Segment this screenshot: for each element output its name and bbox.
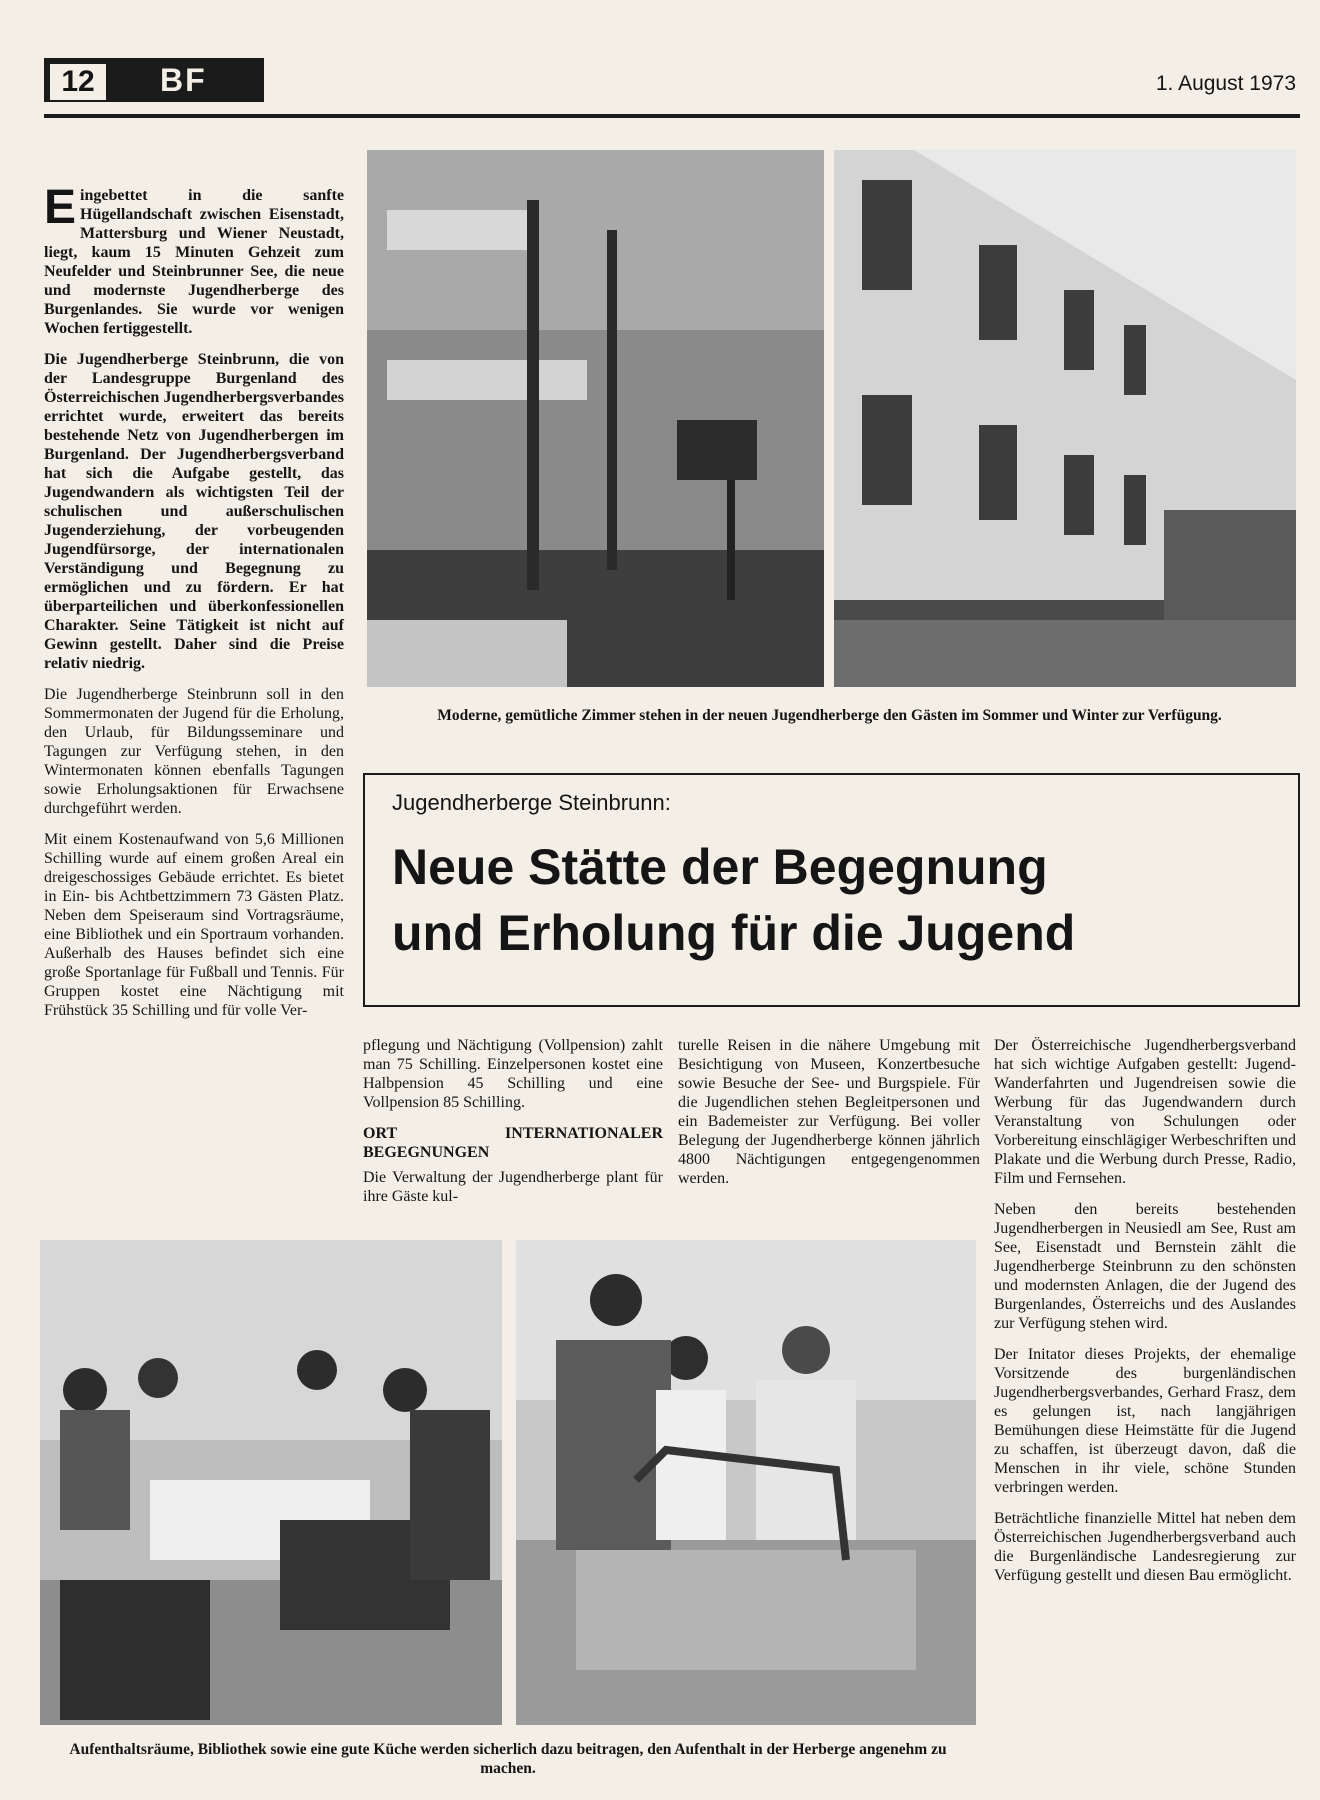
col2-paragraph-2: Die Verwaltung der Jugendherberge plant für ihre Gäste kul- <box>363 1169 663 1205</box>
bottom-photo-caption: Aufenthaltsräume, Bibliothek sowie eine gute Küche werden sicherlich dazu beitragen, den Aufenthalt in der Herberge angenehm zu machen. <box>69 1741 947 1777</box>
paragraph-4: Mit einem Kostenaufwand von 5,6 Millionen Schilling wurde auf einem großen Areal ein dreigeschossiges Gebäude errichtet. Es bietet in Ein- bis Achtbettzimmern 73 Gästen Platz. Neben dem Speiseraum sind Vortragsräume, eine Bibliothek und ein Sportraum vorhanden. Außerhalb des Hauses befindet sich eine große Sportanlage für Fußball und Tennis. Für Gruppen kostet eine Nächtigung mit Frühstück 35 Schilling und für volle Ver- <box>44 831 344 1019</box>
lead-text: ingebettet in die sanfte Hügellandschaft zwischen Eisenstadt, Mattersburg und Wiener Neustadt, liegt, kaum 15 Minuten Gehzeit zum Neufelder und Steinbrunner See, die neue und modernste Jugendherberge des Burgenlandes. Sie wurde vor wenigen Wochen fertiggestellt. <box>44 187 344 337</box>
photo-kitchen <box>516 1240 976 1725</box>
issue-date: 1. August 1973 <box>1155 72 1296 95</box>
kicker: Jugendherberge Steinbrunn: <box>392 790 671 815</box>
bunk-room-illustration <box>367 150 824 687</box>
header-rule <box>44 114 1300 118</box>
headline-line-1: Neue Stätte der Begegnung <box>392 839 1048 895</box>
lounge-illustration <box>40 1240 502 1725</box>
col4-paragraph-2: Neben den bereits bestehenden Jugendherbergen in Neusiedl am See, Rust am See, Eisenstadt und Bernstein zählt die Jugendherberge Steinbrunn zu den schönsten und modernsten Anlagen, die der Jugend des Burgenlandes, Österreichs und des Auslandes zur Verfügung stehen wird. <box>994 1201 1296 1332</box>
page-number: 12 <box>48 62 108 102</box>
col3-paragraph-1: turelle Reisen in die nähere Umgebung mit Besichtigung von Museen, Konzertbesuche sowie Besuche der See- und Burgspiele. Für die Jugendlichen stehen Begleitpersonen und ein Bademeister zur Verfügung. Bei voller Belegung der Jugendherberge können jährlich 4800 Nächtigungen entgegengenommen werden. <box>678 1037 980 1187</box>
top-photo-caption: Moderne, gemütliche Zimmer stehen in der neuen Jugendherberge den Gästen im Sommer und Winter zur Verfügung. <box>437 707 1222 724</box>
col2-paragraph-1: pflegung und Nächtigung (Vollpension) zahlt man 75 Schilling. Einzelpersonen kostet eine Halbpension 45 Schilling und eine Vollpension 85 Schilling. <box>363 1037 663 1111</box>
paragraph-2: Die Jugendherberge Steinbrunn, die von der Landesgruppe Burgenland des Österreichischen Jugendherbergsverbandes errichtet wurde, erweitert das bereits bestehende Netz von Jugendherbergen im Burgenland. Der Jugendherbergsverband hat sich die Aufgabe gestellt, das Jugendwandern als wichtigsten Teil der schulischen und außerschulischen Jugenderziehung, der vorbeugenden Jugendfürsorge, der internationalen Verständigung und Begegnung zu ermöglichen und zu fördern. Er hat überparteilichen und überkonfessionellen Charakter. Seine Tätigkeit ist nicht auf Gewinn gestellt. Daher sind die Preise relativ niedrig. <box>44 351 344 672</box>
col4-paragraph-4: Beträchtliche finanzielle Mittel hat neben dem Österreichischen Jugendherbergsverband auch die Burgenländische Landesregierung zur Verfügung gestellt und diesen Bau ermöglicht. <box>994 1510 1296 1584</box>
column-3 <box>678 1036 980 1200</box>
headline-line-2: und Erholung für die Jugend <box>392 905 1076 961</box>
kitchen-illustration <box>516 1240 976 1725</box>
left-column <box>44 181 344 1032</box>
photo-building-exterior <box>834 150 1296 687</box>
column-2 <box>363 1036 663 1218</box>
subheading: ORT INTERNATIONALER BEGEGNUNGEN <box>363 1125 663 1161</box>
photo-bunk-room <box>367 150 824 687</box>
col4-paragraph-3: Der Initator dieses Projekts, der ehemalige Vorsitzende des burgenländischen Jugendherbergsverbandes, Gerhard Frasz, dem es gelungen ist, nach langjährigen Bemühungen diese Heimstätte für die Jugend zu schaffen, ist überzeugt davon, daß die Menschen in ihr viele, schöne Stunden verbringen werden. <box>994 1346 1296 1496</box>
building-illustration <box>834 150 1296 687</box>
lead-paragraph <box>44 181 344 338</box>
dropcap: E <box>44 181 77 234</box>
paragraph-3: Die Jugendherberge Steinbrunn soll in den Sommermonaten der Jugend für die Erholung, den Urlaub, für Bildungsseminare und Tagungen zur Verfügung stehen, in den Wintermonaten können ebenfalls Tagungen sowie Erholungsaktionen für Erwachsene durchgeführt werden. <box>44 686 344 817</box>
col4-paragraph-1: Der Österreichische Jugendherbergsverband hat sich wichtige Aufgaben gestellt: Jugend-Wanderfahrten und Jugendreisen sowie die Werbung für das Jugendwandern durch Veranstaltung von Schulungen oder Vorbereitung einschlägiger Werbeschriften und Plakate und die Werbung durch Presse, Radio, Film und Fernsehen. <box>994 1037 1296 1187</box>
column-4 <box>994 1036 1296 1597</box>
photo-lounge <box>40 1240 502 1725</box>
section-label: BF <box>160 62 207 98</box>
headline <box>392 834 1272 966</box>
